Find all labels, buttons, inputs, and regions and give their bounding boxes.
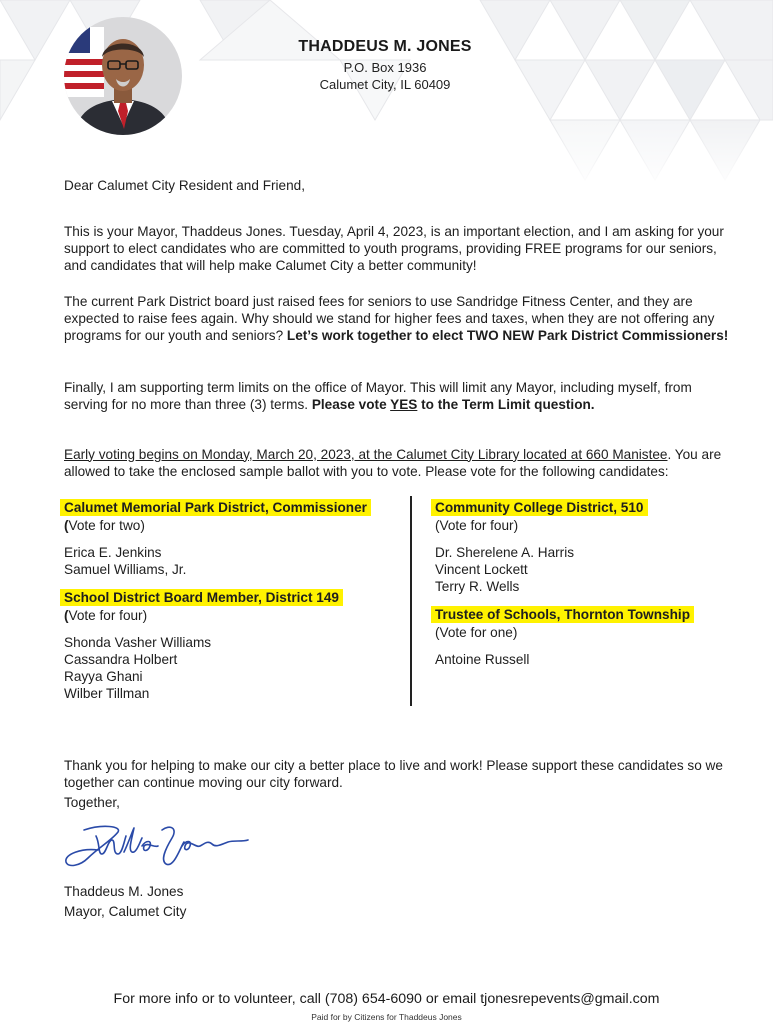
paragraph-term-limits xyxy=(64,379,724,413)
paid-for-disclaimer: Paid for by Citizens for Thaddeus Jones xyxy=(311,1012,462,1022)
race-vote-count xyxy=(64,517,399,534)
candidate-name: Terry R. Wells xyxy=(435,579,520,594)
vote-paren: ( xyxy=(64,518,69,533)
race-title: Calumet Memorial Park District, Commissioner xyxy=(60,499,371,516)
race-block xyxy=(64,589,399,702)
candidate-name: Shonda Vasher Williams xyxy=(64,635,212,650)
races-left-column xyxy=(64,499,399,702)
race-vote-count: (Vote for four) xyxy=(435,518,519,533)
paragraph-early-voting xyxy=(64,446,729,480)
signer-name: Thaddeus M. Jones xyxy=(64,884,184,899)
term-limit-yes: YES xyxy=(390,396,418,412)
greeting: Dear Calumet City Resident and Friend, xyxy=(64,178,306,193)
candidate-list xyxy=(435,651,735,668)
race-vote-count: (Vote for one) xyxy=(435,625,518,640)
vote-text: Vote for four) xyxy=(68,608,148,623)
paragraph-intro: This is your Mayor, Thaddeus Jones. Tuesday, April 4, 2023, is an important election, and I am asking for your support to elect candidates who are committed to youth programs, providing FREE programs for our seniors, and candidates that will help make Calumet City a better community! xyxy=(64,223,724,273)
candidate-list xyxy=(64,544,399,578)
address-line-2: Calumet City, IL 60409 xyxy=(319,77,451,92)
race-vote-count xyxy=(64,607,399,624)
term-limit-callout-a: Please vote xyxy=(311,396,391,412)
early-voting-info: Early voting begins on Monday, March 20, 2023, at the Calumet City Library located at 660 Manistee xyxy=(64,446,668,462)
paragraph-park-district xyxy=(64,293,729,344)
candidate-name: Erica E. Jenkins xyxy=(64,545,162,560)
handwritten-signature xyxy=(62,818,252,874)
letterhead xyxy=(245,38,525,93)
race-title: Community College District, 510 xyxy=(431,499,648,516)
valediction: Together, xyxy=(64,795,120,810)
closing-paragraph: Thank you for helping to make our city a better place to live and work! Please support these candidates so we together can continue moving our city forward. xyxy=(64,757,723,790)
candidate-name: Samuel Williams, Jr. xyxy=(64,562,187,577)
race-title: Trustee of Schools, Thornton Township xyxy=(431,606,694,623)
signer-title: Mayor, Calumet City xyxy=(64,904,187,919)
race-block xyxy=(64,499,399,578)
race-block xyxy=(435,499,735,595)
paragraph-park-district-text: The current Park District board just raised fees for seniors to use Sandridge Fitness Center, and they are expected to raise fees again. Why should we stand for higher fees and taxes, when they are not offering any programs for our youth and seniors? xyxy=(64,293,715,343)
race-title: School District Board Member, District 149 xyxy=(60,589,343,606)
candidate-name: Wilber Tillman xyxy=(64,686,150,701)
column-divider xyxy=(410,496,412,706)
vote-text: Vote for two) xyxy=(68,518,145,533)
mayor-portrait xyxy=(64,17,182,135)
candidate-list xyxy=(435,544,735,595)
candidate-name: Cassandra Holbert xyxy=(64,652,178,667)
term-limit-callout-b: to the Term Limit question. xyxy=(417,396,595,412)
contact-footer: For more info or to volunteer, call (708) 654-6090 or email tjonesrepevents@gmail.com xyxy=(113,991,660,1007)
vote-paren: ( xyxy=(64,608,69,623)
candidate-name: Antoine Russell xyxy=(435,652,530,667)
races-right-column xyxy=(435,499,735,668)
signer-block xyxy=(64,882,186,922)
paragraph-term-limits-text: Finally, I am supporting term limits on the office of Mayor. This will limit any Mayor, including myself, from serving for no more than three (3) terms. xyxy=(64,379,692,412)
candidate-name: Vincent Lockett xyxy=(435,562,528,577)
paragraph-early-voting-text: . You are allowed to take the enclosed sample ballot with you to vote. Please vote for the following candidates: xyxy=(64,446,722,479)
address-line-1: P.O. Box 1936 xyxy=(343,60,427,75)
candidate-name: Dr. Sherelene A. Harris xyxy=(435,545,575,560)
paragraph-park-district-callout: Let’s work together to elect TWO NEW Park District Commissioners! xyxy=(286,327,729,343)
candidate-name: Rayya Ghani xyxy=(64,669,143,684)
candidate-list xyxy=(64,634,399,702)
race-block xyxy=(435,606,735,668)
sender-name: THADDEUS M. JONES xyxy=(298,38,472,55)
